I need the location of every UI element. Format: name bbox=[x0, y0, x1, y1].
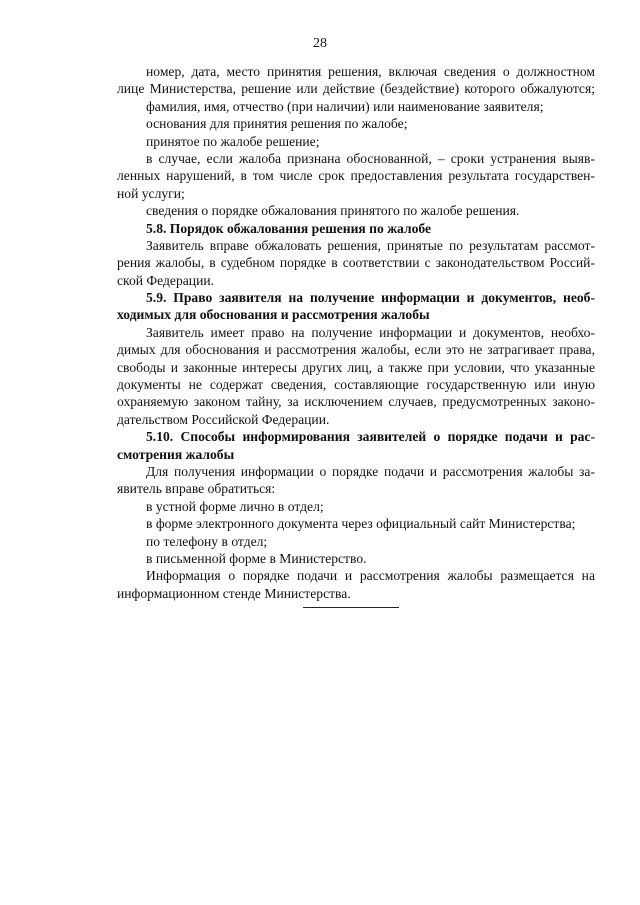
paragraph-line: сведения о порядке обжалования принятого по жалобе решения. bbox=[146, 203, 520, 219]
paragraph-line: основания для принятия решения по жалобе; bbox=[146, 116, 408, 132]
paragraph-line: в случае, если жалоба признана обоснованной, – сроки устранения выяв- bbox=[146, 150, 595, 166]
paragraph-line: свободы и законные интересы других лиц, а также при условии, что указанные bbox=[117, 359, 595, 375]
paragraph-line: ской Федерации. bbox=[117, 272, 215, 288]
paragraph-line: по телефону в отдел; bbox=[146, 533, 268, 549]
paragraph-line: димых для обоснования и рассмотрения жалобы, если это не затрагивает права, bbox=[117, 342, 595, 358]
paragraph-line: охраняемую законом тайну, за исключением случаев, предусмотренных законо- bbox=[117, 394, 595, 410]
paragraph-line: в письменной форме в Министерство. bbox=[146, 550, 367, 566]
paragraph-line: лице Министерства, решение или действие (бездействие) которого обжалуются; bbox=[117, 81, 595, 97]
paragraph-line: в устной форме лично в отдел; bbox=[146, 498, 324, 514]
end-divider bbox=[303, 607, 399, 608]
section-heading-line: 5.8. Порядок обжалования решения по жалобе bbox=[146, 220, 432, 236]
paragraph-line: ной услуги; bbox=[117, 185, 185, 201]
paragraph-line: в форме электронного документа через официальный сайт Министерства; bbox=[146, 516, 576, 532]
paragraph-line: Заявитель имеет право на получение информации и документов, необхо- bbox=[146, 324, 595, 340]
paragraph-line: информационном стенде Министерства. bbox=[117, 585, 351, 601]
paragraph-line: Информация о порядке подачи и рассмотрения жалобы размещается на bbox=[146, 568, 595, 584]
paragraph-line: рения жалобы, в судебном порядке в соответствии с законодательством Россий- bbox=[117, 255, 595, 271]
paragraph-line: фамилия, имя, отчество (при наличии) или наименование заявителя; bbox=[146, 98, 544, 114]
paragraph-line: Заявитель вправе обжаловать решения, принятые по результатам рассмот- bbox=[146, 237, 595, 253]
page-number: 28 bbox=[313, 36, 327, 51]
section-heading-line: ходимых для обоснования и рассмотрения жалобы bbox=[117, 307, 430, 323]
section-heading-line: смотрения жалобы bbox=[117, 446, 235, 462]
paragraph-line: документы не содержат сведения, составляющие государственную или иную bbox=[117, 377, 595, 393]
paragraph-line: дательством Российской Федерации. bbox=[117, 411, 330, 427]
section-heading-line: 5.9. Право заявителя на получение информации и документов, необ- bbox=[146, 290, 595, 306]
paragraph-line: принятое по жалобе решение; bbox=[146, 133, 320, 149]
section-heading-line: 5.10. Способы информирования заявителей о порядке подачи и рас- bbox=[146, 429, 595, 445]
paragraph-line: явитель вправе обратиться: bbox=[117, 481, 276, 497]
paragraph-line: ленных нарушений, в том числе срок предоставления результата государствен- bbox=[117, 168, 595, 184]
paragraph-line: номер, дата, место принятия решения, включая сведения о должностном bbox=[146, 64, 595, 79]
paragraph-line: Для получения информации о порядке подачи и рассмотрения жалобы за- bbox=[146, 463, 595, 479]
document-body bbox=[117, 63, 595, 602]
